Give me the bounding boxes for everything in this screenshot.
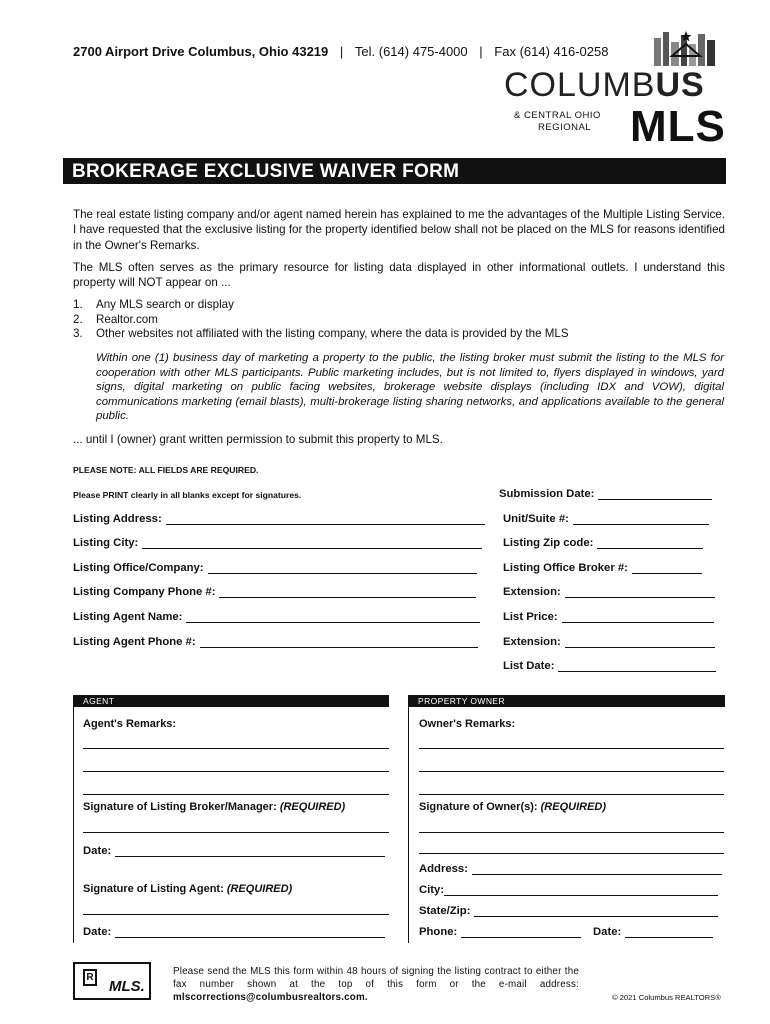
until-paragraph: ... until I (owner) grant written permission to submit this property to MLS. (73, 433, 443, 446)
header-fax: Fax (614) 416-0258 (494, 44, 609, 59)
mls-paragraph: The MLS often serves as the primary resource for listing data displayed in other informational outlets. I understand this property will NOT appear on ... (73, 261, 725, 290)
agent-section-header: AGENT (73, 695, 389, 707)
extension-field[interactable]: Extension: (503, 636, 715, 648)
unit-suite-field[interactable]: Unit/Suite #: (503, 513, 709, 525)
listing-zip-field[interactable]: Listing Zip code: (503, 537, 703, 549)
agent-date-field[interactable]: Date: (83, 926, 385, 938)
owner-remarks-line[interactable] (419, 748, 724, 749)
agent-remarks-label: Agent's Remarks: (83, 718, 177, 730)
agent-name-field[interactable]: Listing Agent Name: (73, 611, 480, 623)
intro-paragraph: The real estate listing company and/or agent named herein has explained to me the advantages of the Multiple Listing Service. I have requested that the exclusive listing for the property identified below shall not be placed on the MLS for reasons identified in the Owner's Remarks. (73, 208, 725, 252)
owner-remarks-line[interactable] (419, 794, 724, 795)
submission-date-field[interactable]: Submission Date: (499, 488, 712, 500)
footer-email[interactable]: mlscorrections@columbusrealtors.com. (173, 992, 368, 1004)
owner-signature-line[interactable] (419, 853, 724, 854)
logo-mls: MLS (630, 102, 726, 151)
list-price-field[interactable]: List Price: (503, 611, 714, 623)
office-broker-field[interactable]: Listing Office Broker #: (503, 562, 702, 574)
agent-phone-field[interactable]: Listing Agent Phone #: (73, 636, 478, 648)
agent-signature-label: Signature of Listing Agent: (REQUIRED) (83, 883, 293, 895)
list-item: 2. Realtor.com (73, 312, 158, 326)
header-phone: Tel. (614) 475-4000 (354, 44, 468, 59)
header-address: 2700 Airport Drive Columbus, Ohio 43219 (73, 44, 329, 59)
agent-remarks-line[interactable] (83, 771, 389, 772)
logo-subtitle: REGIONAL (538, 122, 592, 133)
extension-field[interactable]: Extension: (503, 586, 715, 598)
list-date-field[interactable]: List Date: (503, 660, 716, 672)
footer-mls-mark: MLS. (109, 978, 145, 995)
header-separator: | (339, 44, 344, 59)
columbus-mls-logo (500, 28, 728, 151)
footer-instructions: Please send the MLS this form within 48 hours of signing the listing contract to either the fax number shown at the top of this form or the e-mail address: mlscorrections@columbusrealtors.com. (173, 966, 579, 1004)
owner-signature-line[interactable] (419, 832, 724, 833)
listing-city-field[interactable]: Listing City: (73, 537, 482, 549)
outlet-list (73, 298, 569, 342)
owner-city-field[interactable]: City: (419, 884, 718, 896)
agent-date-field[interactable]: Date: (83, 845, 385, 857)
marketing-rule-paragraph: Within one (1) business day of marketing a property to the public, the listing broker must submit the listing to the MLS for cooperation with other MLS participants. Public marketing includes, but is not limited to, flyers displayed in windows, yard signs, digital marketing on public facing websites, brokerage website displays (including IDX and VOW), digital communications marketing (email blasts), multi-brokerage listing sharing networks, and applications available to the general public. (96, 352, 724, 423)
owner-remarks-line[interactable] (419, 771, 724, 772)
realtor-icon: R (83, 969, 97, 986)
agent-remarks-line[interactable] (83, 794, 389, 795)
owner-remarks-label: Owner's Remarks: (419, 718, 516, 730)
list-item: 3. Other websites not affiliated with the listing company, where the data is provided by the MLS (73, 327, 569, 340)
agent-signature-line[interactable] (83, 914, 389, 915)
owner-address-field[interactable]: Address: (419, 863, 722, 875)
copyright: © 2021 Columbus REALTORS® (612, 993, 721, 1002)
agent-section-border (73, 707, 74, 943)
broker-signature-label: Signature of Listing Broker/Manager: (REQUIRED) (83, 801, 346, 813)
owner-section-header: PROPERTY OWNER (408, 695, 725, 707)
list-item: 1. Any MLS search or display (73, 298, 234, 311)
form-title: BROKERAGE EXCLUSIVE WAIVER FORM (63, 158, 726, 184)
print-note: Please PRINT clearly in all blanks except for signatures. (73, 490, 302, 500)
owner-signature-label: Signature of Owner(s): (REQUIRED) (419, 801, 607, 813)
owner-section-border (408, 707, 409, 943)
owner-date-field[interactable]: Date: (593, 926, 713, 938)
broker-signature-line[interactable] (83, 832, 389, 833)
skyline-icon (652, 28, 720, 66)
listing-office-field[interactable]: Listing Office/Company: (73, 562, 477, 574)
owner-phone-field[interactable]: Phone: (419, 926, 581, 938)
logo-wordmark: COLUMBUS (504, 66, 705, 104)
owner-state-zip-field[interactable]: State/Zip: (419, 905, 718, 917)
required-note: PLEASE NOTE: ALL FIELDS ARE REQUIRED. (73, 465, 259, 475)
header-separator: | (479, 44, 483, 59)
footer-realtor-mls-logo (73, 962, 151, 1000)
agent-remarks-line[interactable] (83, 748, 389, 749)
listing-address-field[interactable]: Listing Address: (73, 513, 485, 525)
logo-subtitle: & CENTRAL OHIO (514, 110, 601, 121)
company-phone-field[interactable]: Listing Company Phone #: (73, 586, 476, 598)
